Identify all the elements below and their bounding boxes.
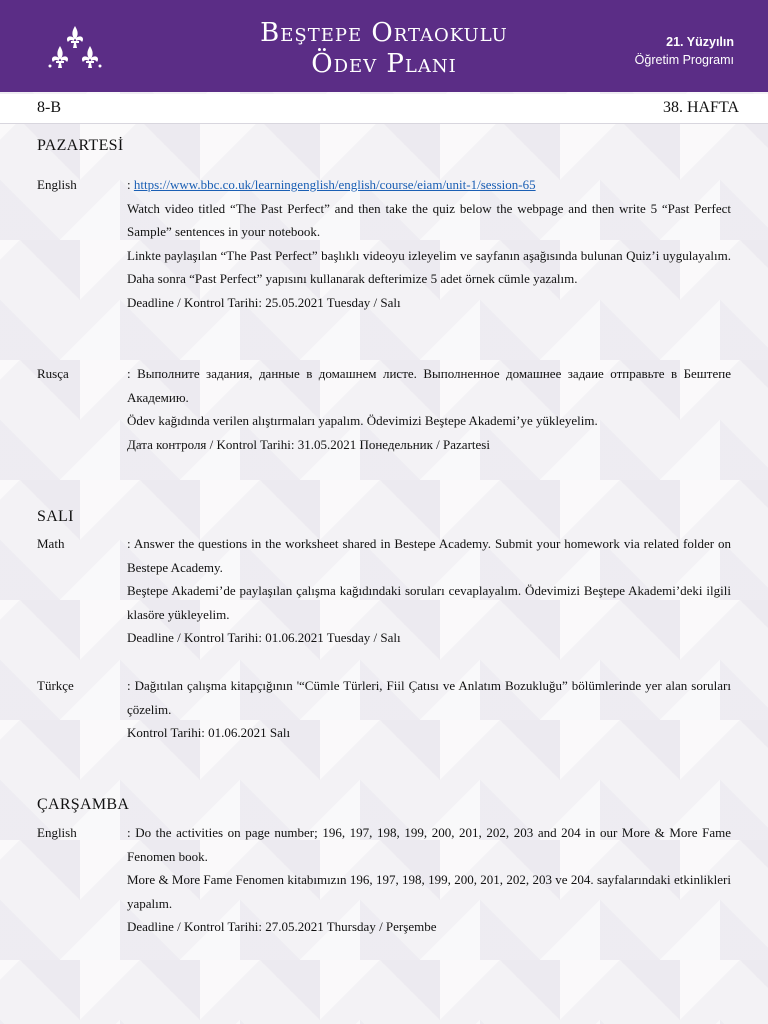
entry-body [127, 674, 731, 745]
link-line [127, 173, 731, 197]
instruction-tr: Linkte paylaşılan “The Past Perfect” başlıklı videoyu izleyelim ve sayfanın aşağısında bulunan Quiz’i uygulayalım. Daha sonra “Past Perfect” yapısını kullanarak defterimize 5 adet örnek cümle yazalım. [127, 247, 731, 286]
entry-tuesday-turkish [37, 674, 731, 745]
program-label-line1: 21. Yüzyılın [666, 35, 734, 49]
deadline-text: Deadline / Kontrol Tarihi: 25.05.2021 Tuesday / Salı [127, 294, 401, 310]
entry-tuesday-math [37, 532, 731, 650]
entry-body [127, 821, 731, 939]
day-heading-tuesday: SALI [37, 508, 74, 525]
instruction-ru: : Выполните задания, данные в домашнем листе. Выполненное домашнее задаие отправьте в Бештепе Академию. [127, 366, 731, 405]
entry-wednesday-english [37, 821, 731, 939]
subject-label: Math [37, 536, 65, 551]
header-banner [0, 0, 768, 92]
day-heading-wednesday: ÇARŞAMBA [37, 796, 130, 813]
deadline-text: Дата контроля / Kontrol Tarihi: 31.05.2021 Понедельник / Pazartesi [127, 436, 490, 452]
instruction-en: : Do the activities on page number; 196, 197, 198, 199, 200, 201, 202, 203 and 204 in our More & More Fame Fenomen book. [127, 825, 731, 864]
subject-label: English [37, 825, 77, 840]
week-label: 38. HAFTA [662, 99, 739, 116]
subject-label: English [37, 177, 77, 192]
entry-monday-russian [37, 362, 731, 456]
subject-label: Rusça [37, 366, 69, 381]
instruction-tr: More & More Fame Fenomen kitabımızın 196, 197, 198, 199, 200, 201, 202, 203 ve 204. sayfalarındaki etkinlikleri yapalım. [127, 872, 731, 911]
entry-monday-english [37, 173, 731, 314]
class-bar [0, 94, 768, 124]
deadline-text: Deadline / Kontrol Tarihi: 27.05.2021 Thursday / Perşembe [127, 919, 437, 934]
deadline-text: Deadline / Kontrol Tarihi: 01.06.2021 Tuesday / Salı [127, 630, 401, 645]
program-label-line2: Öğretim Programı [634, 53, 734, 67]
subject-label: Türkçe [37, 678, 74, 693]
instruction-en: Watch video titled “The Past Perfect” and then take the quiz below the webpage and then write 5 “Past Perfect Sample” sentences in your notebook. [127, 200, 731, 239]
instruction-en: : Answer the questions in the worksheet shared in Bestepe Academy. Submit your homework via related folder on Bestepe Academy. [127, 536, 731, 575]
deadline-text: Kontrol Tarihi: 01.06.2021 Salı [127, 725, 291, 740]
program-label [635, 33, 734, 69]
plan-title: Ödev Planı [311, 49, 457, 79]
day-heading-monday: PAZARTESİ [37, 137, 124, 154]
entry-body [127, 173, 731, 314]
bbc-lesson-link[interactable]: https://www.bbc.co.uk/learningenglish/english/course/eiam/unit-1/session-65 [133, 177, 536, 192]
entry-body [127, 532, 731, 650]
instruction-tr: : Dağıtılan çalışma kitapçığının '“Cümle Türleri, Fiil Çatısı ve Anlatım Bozukluğu” bölümlerinde yer alan soruları çözelim. [127, 678, 731, 717]
instruction-tr: Ödev kağıdında verilen alıştırmaları yapalım. Ödevimizi Beştepe Akademi’ye yükleyelim. [127, 413, 598, 428]
class-label: 8-B [37, 99, 61, 116]
school-name: Beştepe Ortaokulu [260, 18, 508, 48]
link-prefix: : [127, 177, 134, 192]
entry-body [127, 362, 731, 456]
instruction-tr: Beştepe Akademi’de paylaşılan çalışma kağıdındaki soruları cevaplayalım. Ödevimizi Beştepe Akademi’deki ilgili klasöre yükleyelim. [127, 583, 731, 622]
